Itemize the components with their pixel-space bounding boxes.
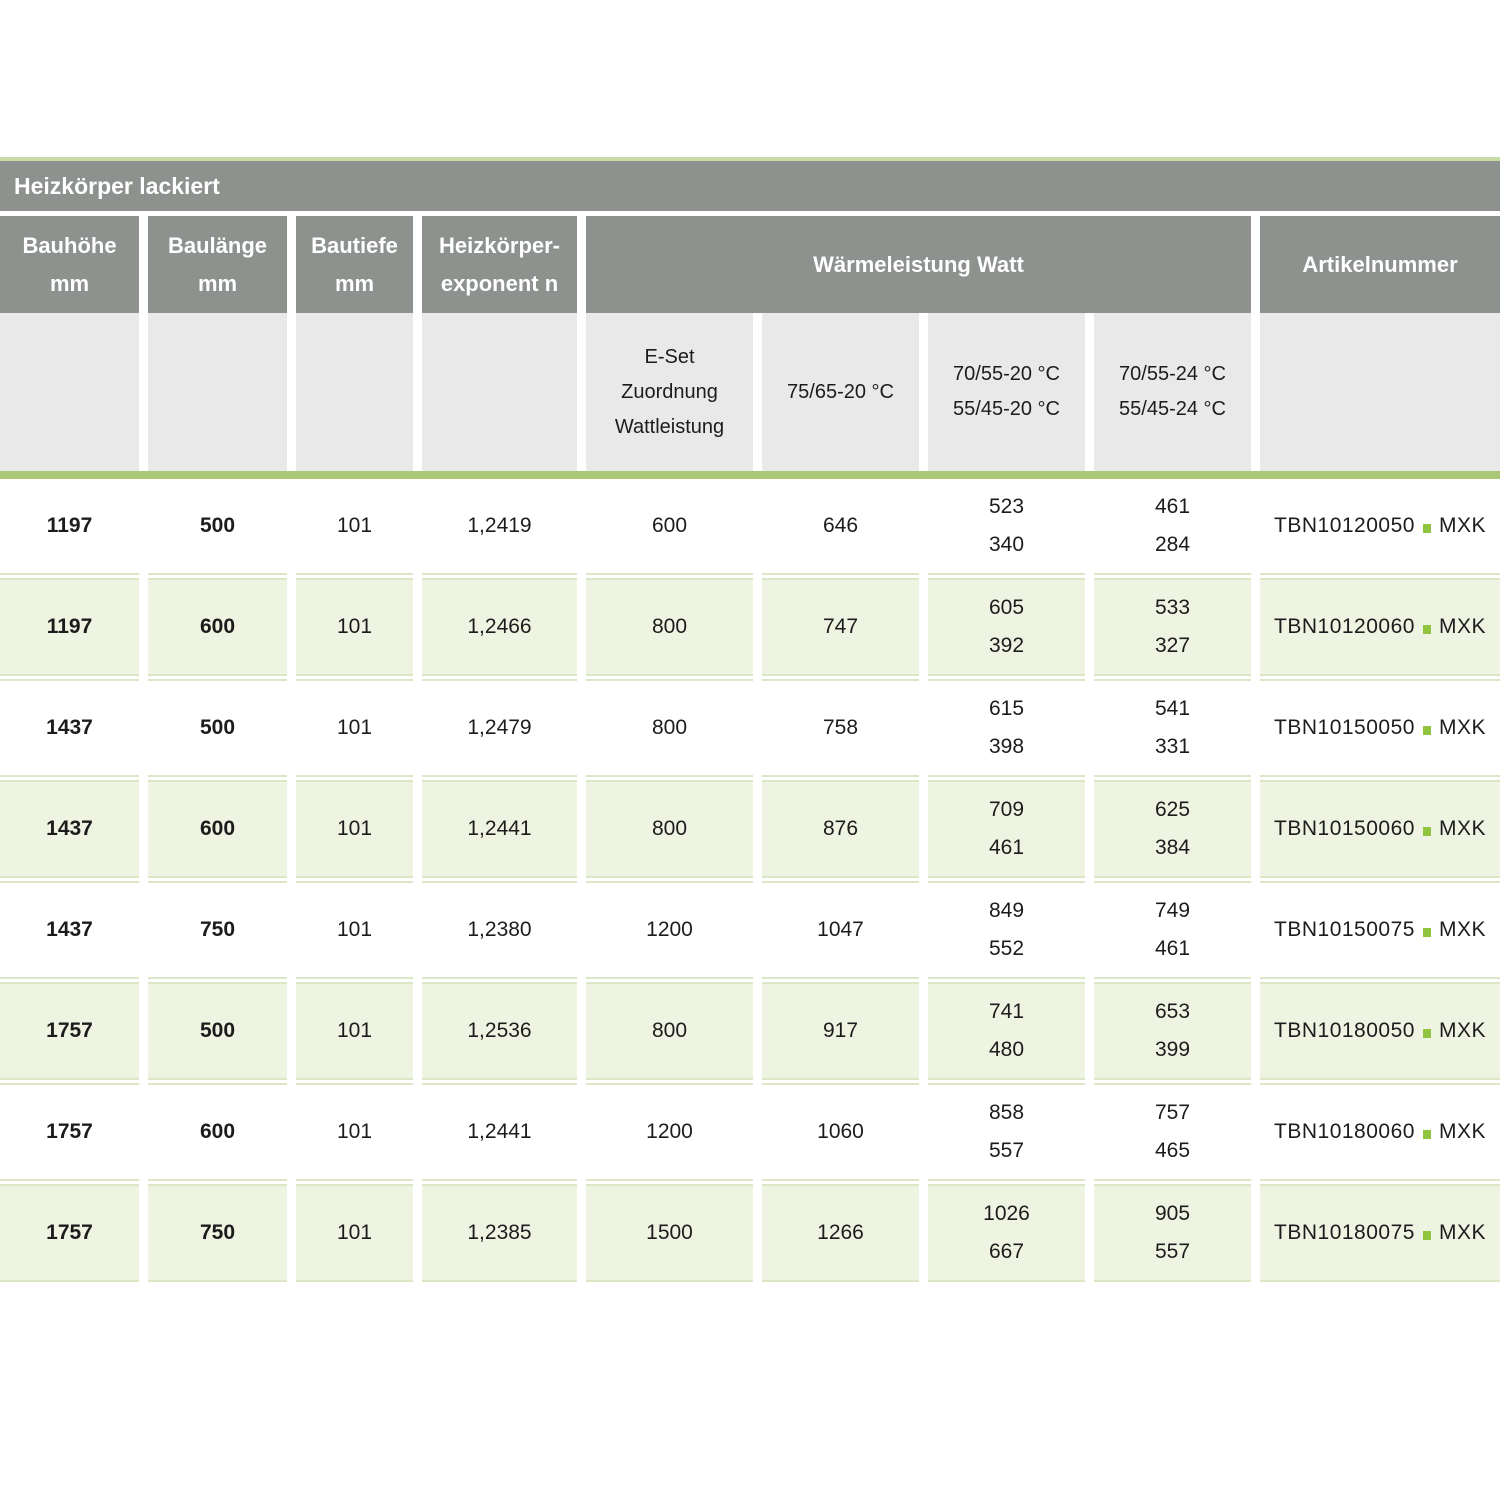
cell-baulaenge	[148, 1184, 287, 1282]
cell-value: 905	[1154, 1202, 1191, 1226]
cell-bauhoehe	[0, 1184, 139, 1282]
cell-baulaenge	[148, 881, 287, 979]
cell-exponent	[422, 1083, 577, 1181]
cell-baulaenge	[148, 479, 287, 575]
green-square-icon	[1423, 726, 1431, 735]
header-label-line: Wärmeleistung Watt	[813, 251, 1024, 277]
header-label-line: mm	[334, 270, 375, 296]
table-title-bar	[0, 161, 1500, 211]
table-row	[0, 578, 1500, 676]
cell-bauhoehe	[0, 679, 139, 777]
artikelnummer-value	[1274, 911, 1486, 949]
artikelnummer-value	[1274, 1012, 1486, 1050]
artikel-code: TBN10180050	[1274, 1019, 1415, 1043]
artikel-suffix: MXK	[1438, 716, 1486, 740]
artikel-code: TBN10180075	[1274, 1221, 1415, 1245]
cell-value: 1200	[646, 918, 693, 942]
cell-value: 1437	[46, 918, 93, 942]
cell-value: 858	[988, 1101, 1025, 1125]
cell-value: 1197	[46, 615, 93, 639]
cell-bauhoehe	[0, 780, 139, 878]
green-square-icon	[1423, 1231, 1431, 1240]
cell-eset	[586, 679, 753, 777]
artikelnummer-value	[1274, 608, 1486, 646]
cell-value: 1,2441	[467, 817, 532, 841]
subheader-label-line: E-Set	[644, 345, 695, 368]
cell-value: 1200	[646, 1120, 693, 1144]
cell-bautiefe	[296, 1083, 413, 1181]
cell-w7055_20	[928, 578, 1085, 676]
artikel-code: TBN10120060	[1274, 615, 1415, 639]
header-cell-watt-group	[586, 216, 1251, 313]
cell-value: 1,2385	[467, 1221, 532, 1245]
cell-artikelnummer	[1260, 1083, 1500, 1181]
cell-exponent	[422, 479, 577, 575]
cell-value: 1757	[46, 1019, 93, 1043]
cell-w7565	[762, 578, 919, 676]
cell-bauhoehe	[0, 982, 139, 1080]
artikelnummer-value	[1274, 810, 1486, 848]
subheader-row	[0, 313, 1500, 471]
cell-value: 101	[336, 1221, 373, 1245]
cell-artikelnummer	[1260, 479, 1500, 575]
cell-value: 480	[988, 1038, 1025, 1061]
green-square-icon	[1423, 625, 1431, 634]
table-row	[0, 1083, 1500, 1181]
cell-value: 849	[988, 899, 1025, 923]
table-row	[0, 780, 1500, 878]
cell-bauhoehe	[0, 578, 139, 676]
table-row	[0, 1184, 1500, 1282]
cell-value: 605	[988, 596, 1025, 620]
cell-value: 667	[988, 1240, 1025, 1263]
cell-value: 600	[199, 615, 236, 639]
cell-w7565	[762, 881, 919, 979]
cell-w7055_24	[1094, 780, 1251, 878]
cell-w7565	[762, 982, 919, 1080]
cell-value: 327	[1154, 634, 1191, 657]
artikelnummer-value	[1274, 709, 1486, 747]
cell-artikelnummer	[1260, 578, 1500, 676]
cell-value: 1,2479	[467, 716, 532, 740]
cell-value: 1757	[46, 1120, 93, 1144]
cell-w7055_24	[1094, 679, 1251, 777]
cell-exponent	[422, 578, 577, 676]
cell-exponent	[422, 1184, 577, 1282]
cell-value: 101	[336, 1120, 373, 1144]
green-square-icon	[1423, 928, 1431, 937]
cell-eset	[586, 881, 753, 979]
cell-value: 533	[1154, 596, 1191, 620]
artikelnummer-value	[1274, 1113, 1486, 1151]
cell-w7565	[762, 679, 919, 777]
cell-bautiefe	[296, 780, 413, 878]
cell-value: 101	[336, 918, 373, 942]
table-row	[0, 982, 1500, 1080]
table-row	[0, 479, 1500, 575]
subheader-spacer	[148, 313, 287, 471]
subheader-7055-24	[1094, 313, 1251, 471]
cell-value: 398	[988, 735, 1025, 758]
cell-value: 876	[822, 817, 859, 841]
artikelnummer-value	[1274, 507, 1486, 545]
subheader-label-line: 70/55-20 °C	[953, 363, 1060, 385]
cell-w7055_20	[928, 881, 1085, 979]
artikel-suffix: MXK	[1438, 1120, 1486, 1144]
cell-w7055_24	[1094, 1184, 1251, 1282]
cell-w7055_20	[928, 479, 1085, 575]
artikel-code: TBN10150075	[1274, 918, 1415, 942]
artikel-code: TBN10180060	[1274, 1120, 1415, 1144]
header-label-line: mm	[49, 270, 90, 296]
cell-value: 749	[1154, 899, 1191, 923]
cell-bauhoehe	[0, 1083, 139, 1181]
cell-value: 625	[1154, 798, 1191, 822]
green-square-icon	[1423, 524, 1431, 533]
cell-value: 500	[199, 514, 236, 538]
cell-value: 1,2380	[467, 918, 532, 942]
artikel-suffix: MXK	[1438, 514, 1486, 538]
header-cell-baulaenge	[148, 216, 287, 313]
cell-value: 758	[822, 716, 859, 740]
cell-value: 552	[988, 937, 1025, 960]
cell-value: 557	[988, 1139, 1025, 1162]
cell-exponent	[422, 881, 577, 979]
cell-value: 1,2441	[467, 1120, 532, 1144]
cell-w7055_24	[1094, 982, 1251, 1080]
cell-artikelnummer	[1260, 679, 1500, 777]
cell-value: 600	[199, 817, 236, 841]
cell-value: 600	[651, 514, 688, 538]
subheader-label-line: 75/65-20 °C	[787, 380, 894, 403]
cell-w7565	[762, 1083, 919, 1181]
cell-w7055_24	[1094, 578, 1251, 676]
cell-exponent	[422, 982, 577, 1080]
cell-artikelnummer	[1260, 881, 1500, 979]
cell-value: 101	[336, 716, 373, 740]
cell-value: 615	[988, 697, 1025, 721]
cell-value: 1,2466	[467, 615, 532, 639]
cell-value: 800	[651, 716, 688, 740]
cell-bautiefe	[296, 679, 413, 777]
cell-value: 465	[1154, 1139, 1191, 1162]
green-divider-band	[0, 471, 1500, 479]
header-cell-exponent	[422, 216, 577, 313]
cell-exponent	[422, 679, 577, 777]
cell-artikelnummer	[1260, 1184, 1500, 1282]
cell-value: 331	[1154, 735, 1191, 758]
cell-value: 101	[336, 817, 373, 841]
cell-artikelnummer	[1260, 780, 1500, 878]
cell-w7565	[762, 780, 919, 878]
cell-bautiefe	[296, 881, 413, 979]
artikel-code: TBN10150060	[1274, 817, 1415, 841]
cell-w7055_20	[928, 679, 1085, 777]
cell-value: 1500	[646, 1221, 693, 1245]
cell-value: 500	[199, 1019, 236, 1043]
cell-value: 523	[988, 495, 1025, 519]
cell-value: 340	[988, 533, 1025, 556]
cell-w7565	[762, 1184, 919, 1282]
cell-value: 1437	[46, 716, 93, 740]
cell-baulaenge	[148, 679, 287, 777]
cell-value: 1757	[46, 1221, 93, 1245]
subheader-spacer	[422, 313, 577, 471]
cell-bauhoehe	[0, 881, 139, 979]
cell-bautiefe	[296, 578, 413, 676]
subheader-label-line: 55/45-20 °C	[953, 398, 1060, 420]
cell-bautiefe	[296, 982, 413, 1080]
header-label-line: exponent n	[440, 270, 559, 296]
artikel-code: TBN10150050	[1274, 716, 1415, 740]
cell-eset	[586, 1184, 753, 1282]
cell-value: 557	[1154, 1240, 1191, 1263]
cell-w7055_24	[1094, 881, 1251, 979]
artikel-suffix: MXK	[1438, 615, 1486, 639]
cell-exponent	[422, 780, 577, 878]
subheader-spacer	[0, 313, 139, 471]
cell-value: 101	[336, 615, 373, 639]
cell-eset	[586, 578, 753, 676]
column-header-row	[0, 216, 1500, 313]
cell-value: 500	[199, 716, 236, 740]
cell-baulaenge	[148, 780, 287, 878]
cell-value: 1026	[983, 1202, 1030, 1226]
cell-value: 600	[199, 1120, 236, 1144]
header-label-line: Bauhöhe	[22, 233, 117, 259]
cell-bauhoehe	[0, 479, 139, 575]
cell-bautiefe	[296, 1184, 413, 1282]
cell-w7055_24	[1094, 479, 1251, 575]
cell-w7055_24	[1094, 1083, 1251, 1181]
artikel-suffix: MXK	[1438, 817, 1486, 841]
cell-value: 284	[1154, 533, 1191, 556]
cell-value: 461	[1154, 495, 1191, 519]
cell-eset	[586, 780, 753, 878]
cell-value: 541	[1154, 697, 1191, 721]
cell-value: 1197	[46, 514, 93, 538]
green-square-icon	[1423, 1029, 1431, 1038]
cell-value: 461	[1154, 937, 1191, 960]
cell-value: 800	[651, 817, 688, 841]
cell-value: 1437	[46, 817, 93, 841]
green-square-icon	[1423, 1130, 1431, 1139]
header-label-line: Heizkörper-	[438, 233, 561, 259]
table-title: Heizkörper lackiert	[14, 172, 220, 199]
cell-baulaenge	[148, 578, 287, 676]
cell-w7055_20	[928, 982, 1085, 1080]
header-cell-artikelnummer	[1260, 216, 1500, 313]
cell-artikelnummer	[1260, 982, 1500, 1080]
green-square-icon	[1423, 827, 1431, 836]
cell-w7055_20	[928, 1184, 1085, 1282]
subheader-label-line: 70/55-24 °C	[1119, 363, 1226, 385]
cell-value: 653	[1154, 1000, 1191, 1024]
cell-value: 747	[822, 615, 859, 639]
cell-baulaenge	[148, 982, 287, 1080]
cell-baulaenge	[148, 1083, 287, 1181]
cell-eset	[586, 479, 753, 575]
artikelnummer-value	[1274, 1214, 1486, 1252]
table-row	[0, 679, 1500, 777]
subheader-label-line: Zuordnung	[621, 380, 718, 403]
table-row	[0, 881, 1500, 979]
header-label-line: mm	[197, 270, 238, 296]
cell-value: 800	[651, 615, 688, 639]
cell-value: 917	[822, 1019, 859, 1043]
header-cell-bautiefe	[296, 216, 413, 313]
cell-value: 1,2419	[467, 514, 532, 538]
cell-w7565	[762, 479, 919, 575]
artikel-suffix: MXK	[1438, 1019, 1486, 1043]
table-body	[0, 479, 1500, 1282]
cell-eset	[586, 982, 753, 1080]
cell-value: 101	[336, 514, 373, 538]
artikel-code: TBN10120050	[1274, 514, 1415, 538]
cell-value: 461	[988, 836, 1025, 859]
header-label-line: Baulänge	[167, 233, 268, 259]
subheader-label-line: Wattleistung	[614, 415, 725, 438]
cell-value: 392	[988, 634, 1025, 657]
cell-value: 384	[1154, 836, 1191, 859]
subheader-7565	[762, 313, 919, 471]
subheader-eset	[586, 313, 753, 471]
cell-value: 1060	[817, 1120, 864, 1144]
cell-value: 646	[822, 514, 859, 538]
cell-value: 750	[199, 1221, 236, 1245]
cell-bautiefe	[296, 479, 413, 575]
subheader-7055-20	[928, 313, 1085, 471]
header-label-line: Bautiefe	[311, 233, 398, 259]
cell-value: 101	[336, 1019, 373, 1043]
subheader-spacer	[296, 313, 413, 471]
cell-value: 750	[199, 918, 236, 942]
cell-value: 757	[1154, 1101, 1191, 1125]
subheader-label-line: 55/45-24 °C	[1119, 398, 1226, 420]
cell-value: 709	[988, 798, 1025, 822]
cell-value: 1,2536	[467, 1019, 532, 1043]
cell-value: 741	[988, 1000, 1025, 1024]
radiator-spec-table	[0, 157, 1500, 1282]
cell-w7055_20	[928, 780, 1085, 878]
header-cell-bauhoehe	[0, 216, 139, 313]
cell-value: 800	[651, 1019, 688, 1043]
subheader-spacer	[1260, 313, 1500, 471]
artikel-suffix: MXK	[1438, 918, 1486, 942]
cell-eset	[586, 1083, 753, 1181]
cell-value: 399	[1154, 1038, 1191, 1061]
cell-value: 1047	[817, 918, 864, 942]
cell-w7055_20	[928, 1083, 1085, 1181]
artikel-suffix: MXK	[1438, 1221, 1486, 1245]
header-label-line: Artikelnummer	[1302, 251, 1458, 277]
cell-value: 1266	[817, 1221, 864, 1245]
